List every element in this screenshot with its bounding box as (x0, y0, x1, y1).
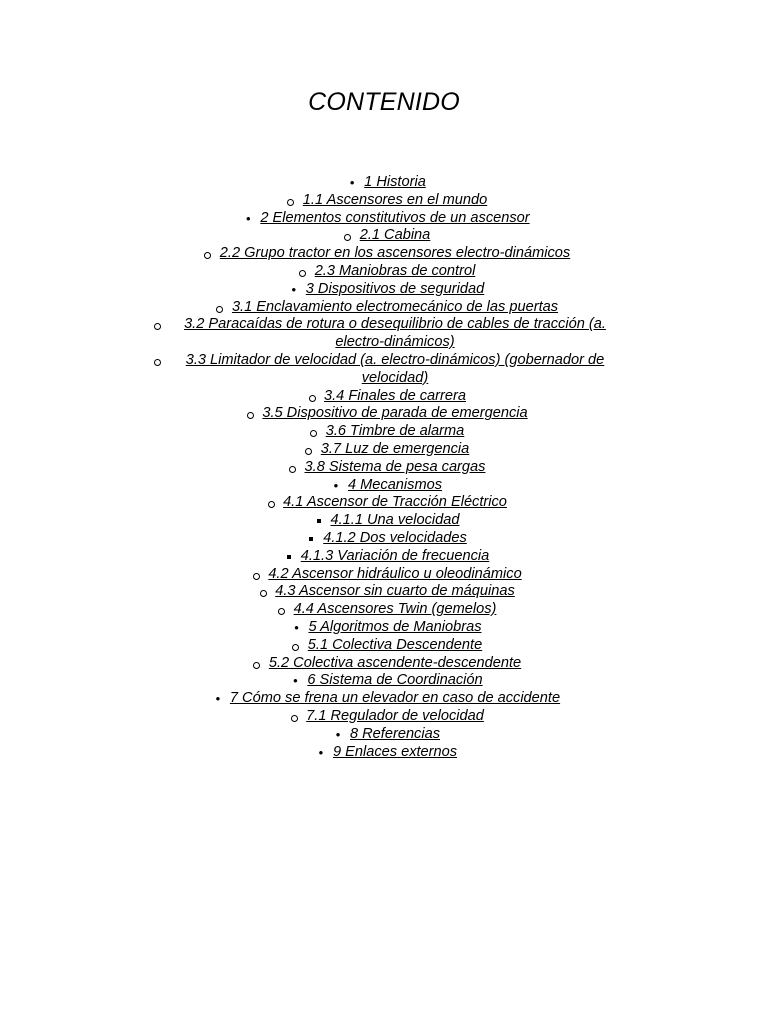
toc-link[interactable]: 6 Sistema de Coordinación (307, 672, 483, 689)
toc-entry (0, 227, 768, 245)
disc-bullet-icon (285, 672, 305, 690)
toc-entry (0, 459, 768, 477)
disc-bullet-icon (328, 726, 348, 744)
circle-bullet-icon (284, 708, 304, 726)
circle-bullet-icon (198, 245, 218, 263)
toc-link[interactable]: 3.4 Finales de carrera (324, 387, 466, 404)
toc-entry (0, 708, 768, 726)
toc-entry (0, 619, 768, 637)
toc-entry (0, 494, 768, 512)
toc-link[interactable]: 3.6 Timbre de alarma (325, 423, 465, 440)
toc-link[interactable]: 3.1 Enclavamiento electromecánico de las puertas (231, 298, 559, 315)
toc-entry (0, 423, 768, 441)
toc-link[interactable]: 3.7 Luz de emergencia (320, 440, 470, 457)
toc-link[interactable]: 7 Cómo se frena un elevador en caso de accidente (229, 690, 561, 707)
toc-link[interactable]: 5.2 Colectiva ascendente-descendente (268, 654, 522, 671)
toc-entry (0, 601, 768, 619)
toc-link[interactable]: 4.1.1 Una velocidad (330, 512, 460, 529)
toc-link[interactable]: 2 Elementos constitutivos de un ascensor (260, 209, 530, 226)
toc-link[interactable]: 8 Referencias (349, 725, 441, 742)
toc-entry (0, 726, 768, 744)
toc-link[interactable]: 4.4 Ascensores Twin (gemelos) (293, 601, 497, 618)
circle-bullet-icon (299, 441, 319, 459)
toc-link[interactable]: 9 Enlaces externos (332, 743, 458, 760)
toc-link[interactable]: 5 Algoritmos de Maniobras (308, 618, 482, 635)
toc-link[interactable]: 3.3 Limitador de velocidad (a. electro-dinámicos) (gobernador de velocidad) (185, 351, 605, 386)
toc-entry (0, 388, 768, 406)
toc-entry (0, 690, 768, 708)
toc-entry (0, 583, 768, 601)
toc-entry (0, 299, 768, 317)
toc-entry (0, 477, 768, 495)
toc-entry (0, 548, 768, 566)
square-bullet-icon (301, 530, 321, 548)
disc-bullet-icon (311, 744, 331, 762)
toc-link[interactable]: 4 Mecanismos (347, 476, 443, 493)
circle-bullet-icon (293, 263, 313, 281)
toc-entry (0, 512, 768, 530)
toc-link[interactable]: 3.2 Paracaídas de rotura o desequilibrio de cables de tracción (a. electro-dinámicos) (184, 316, 606, 351)
toc-link[interactable]: 4.2 Ascensor hidráulico u oleodinámico (268, 565, 522, 582)
toc-entry (0, 530, 768, 548)
disc-bullet-icon (208, 690, 228, 708)
circle-bullet-icon (253, 583, 273, 601)
toc-link[interactable]: 2.3 Maniobras de control (314, 262, 476, 279)
toc-link[interactable]: 3 Dispositivos de seguridad (305, 280, 485, 297)
disc-bullet-icon (326, 477, 346, 495)
toc-link[interactable]: 4.1.3 Variación de frecuencia (300, 547, 490, 564)
square-bullet-icon (279, 548, 299, 566)
toc-entry (0, 566, 768, 584)
toc-link[interactable]: 3.5 Dispositivo de parada de emergencia (262, 405, 528, 422)
toc-entry (0, 281, 768, 299)
toc-entry (0, 263, 768, 281)
circle-bullet-icon (147, 352, 167, 370)
toc-entry (0, 245, 768, 263)
disc-bullet-icon (286, 619, 306, 637)
circle-bullet-icon (240, 405, 260, 423)
toc-entry (0, 405, 768, 423)
toc-link[interactable]: 2.1 Cabina (359, 227, 431, 244)
circle-bullet-icon (304, 423, 324, 441)
disc-bullet-icon (284, 281, 304, 299)
circle-bullet-icon (272, 601, 292, 619)
toc-entry (0, 316, 768, 352)
circle-bullet-icon (286, 637, 306, 655)
toc-link[interactable]: 1 Historia (364, 174, 426, 190)
circle-bullet-icon (210, 299, 230, 317)
toc-entry (0, 174, 768, 192)
toc-link[interactable]: 4.1.2 Dos velocidades (323, 529, 467, 546)
toc-entry (0, 744, 768, 762)
disc-bullet-icon (342, 174, 362, 192)
toc-link[interactable]: 1.1 Ascensores en el mundo (302, 191, 488, 208)
table-of-contents (0, 174, 768, 761)
toc-link[interactable]: 2.2 Grupo tractor en los ascensores electro-dinámicos (219, 245, 571, 262)
toc-entry (0, 441, 768, 459)
toc-entry (0, 637, 768, 655)
circle-bullet-icon (147, 316, 167, 334)
page-title: CONTENIDO (308, 88, 460, 116)
circle-bullet-icon (246, 566, 266, 584)
circle-bullet-icon (281, 192, 301, 210)
toc-link[interactable]: 5.1 Colectiva Descendente (307, 636, 483, 653)
circle-bullet-icon (247, 655, 267, 673)
circle-bullet-icon (338, 227, 358, 245)
circle-bullet-icon (283, 459, 303, 477)
toc-link[interactable]: 3.8 Sistema de pesa cargas (304, 458, 486, 475)
disc-bullet-icon (238, 210, 258, 228)
circle-bullet-icon (302, 388, 322, 406)
toc-entry (0, 672, 768, 690)
toc-link[interactable]: 4.3 Ascensor sin cuarto de máquinas (275, 583, 515, 600)
toc-link[interactable]: 7.1 Regulador de velocidad (306, 707, 484, 724)
toc-link[interactable]: 4.1 Ascensor de Tracción Eléctrico (283, 494, 507, 511)
toc-entry (0, 192, 768, 210)
toc-entry (0, 210, 768, 228)
square-bullet-icon (309, 512, 329, 530)
toc-entry (0, 352, 768, 388)
circle-bullet-icon (261, 494, 281, 512)
toc-entry (0, 655, 768, 673)
